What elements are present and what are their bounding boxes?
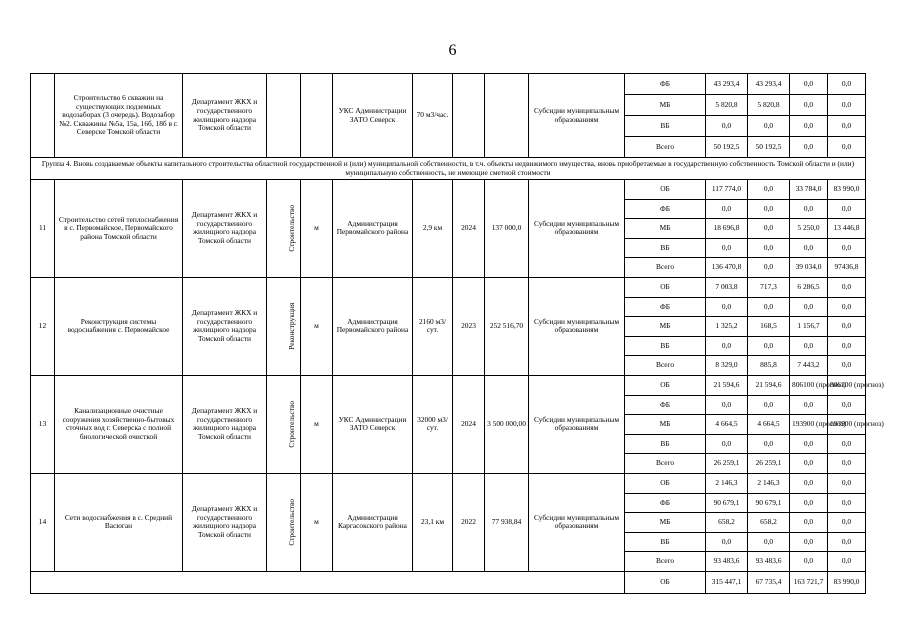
value-total: 90 679,1 [706, 493, 748, 513]
value-total: 18 696,8 [706, 219, 748, 239]
capacity: 32000 м3/сут. [413, 375, 453, 473]
value-col2: 21 594,6 [748, 375, 790, 395]
value-col2: 5 820,8 [748, 95, 790, 116]
value-col4: 83 990,0 [828, 180, 866, 200]
value-col2: 0,0 [748, 238, 790, 258]
value-col4: 97436,8 [828, 258, 866, 278]
value-col4: 0,0 [828, 493, 866, 513]
value-col4: 0,0 [828, 238, 866, 258]
department: Департамент ЖКХ и государственного жилищного надзора Томской области [183, 473, 267, 571]
group-header-row [31, 158, 866, 180]
value-col4: 13 446,8 [828, 219, 866, 239]
unit: м [301, 180, 333, 278]
value-col3: 33 784,0 [790, 180, 828, 200]
table-row [31, 375, 866, 395]
value-col2: 43 293,4 [748, 74, 790, 95]
cell-year [453, 74, 485, 158]
value-col3: 0,0 [790, 454, 828, 474]
department: Департамент ЖКХ и государственного жилищного надзора Томской области [183, 180, 267, 278]
value-col3: 0,0 [790, 552, 828, 572]
funding-kind: ОБ [625, 473, 706, 493]
funding-kind: ФБ [625, 493, 706, 513]
cell-unit [301, 74, 333, 158]
value-col3: 5 250,0 [790, 219, 828, 239]
cell-no: 12 [31, 277, 55, 375]
value-col3: 0,0 [790, 116, 828, 137]
value-col4: 0,0 [828, 137, 866, 158]
value-total: 21 594,6 [706, 375, 748, 395]
department: Департамент ЖКХ и государственного жилищного надзора Томской области [183, 74, 267, 158]
capacity: 2160 м3/сут. [413, 277, 453, 375]
value-total: 136 470,8 [706, 258, 748, 278]
funding-form: Субсидии муниципальным образованиям [529, 375, 625, 473]
value-col4: 0,0 [828, 74, 866, 95]
value-col3: 0,0 [790, 395, 828, 415]
funding-kind: ВБ [625, 532, 706, 552]
value-total: 93 483,6 [706, 552, 748, 572]
value-col2: 885,8 [748, 356, 790, 376]
value-col4: 0,0 [828, 513, 866, 533]
value-col2: 0,0 [748, 258, 790, 278]
funding-kind: МБ [625, 95, 706, 116]
cost: 3 500 000,00 [485, 375, 529, 473]
value-col4: 0,0 [828, 473, 866, 493]
project-type [267, 375, 301, 473]
value-col3: 806100 (прогноз) [790, 375, 828, 395]
value-col4: 0,0 [828, 356, 866, 376]
project-type [267, 277, 301, 375]
project-type [267, 473, 301, 571]
cost: 137 000,0 [485, 180, 529, 278]
table-row [31, 277, 866, 297]
value-col3: 193900 (прогноз) [790, 415, 828, 435]
project-type-label: Строительство [287, 401, 297, 448]
funding-kind: ВБ [625, 116, 706, 137]
funding-form: Субсидии муниципальным образованиям [529, 180, 625, 278]
value-col2: 0,0 [748, 219, 790, 239]
funding-kind: МБ [625, 317, 706, 337]
funding-kind: ОБ [625, 571, 706, 593]
value-col2: 26 259,1 [748, 454, 790, 474]
value-col4: 0,0 [828, 532, 866, 552]
unit: м [301, 277, 333, 375]
cost: 77 938,84 [485, 473, 529, 571]
value-col2: 0,0 [748, 532, 790, 552]
value-col2: 0,0 [748, 336, 790, 356]
value-col2: 2 146,3 [748, 473, 790, 493]
cell-type [267, 74, 301, 158]
capacity: 70 м3/час. [413, 74, 453, 158]
value-total: 26 259,1 [706, 454, 748, 474]
value-total: 5 820,8 [706, 95, 748, 116]
value-col4: 0,0 [828, 116, 866, 137]
value-col2: 0,0 [748, 434, 790, 454]
customer: Администрация Каргасокского района [333, 473, 413, 571]
value-total: 0,0 [706, 297, 748, 317]
year: 2022 [453, 473, 485, 571]
value-col4: 0,0 [828, 199, 866, 219]
project-name: Сети водоснабжения в с. Средний Васюган [55, 473, 183, 571]
value-col3: 7 443,2 [790, 356, 828, 376]
value-col3: 0,0 [790, 74, 828, 95]
value-total: 658,2 [706, 513, 748, 533]
value-total: 4 664,5 [706, 415, 748, 435]
value-col2: 4 664,5 [748, 415, 790, 435]
value-col4: 83 990,0 [828, 571, 866, 593]
total-label-cell [31, 571, 625, 593]
value-col4: 0,0 [828, 552, 866, 572]
year: 2024 [453, 180, 485, 278]
project-name: Строительство 6 скважин на существующих подземных водозаборах (3 очередь). Водозабор №2. Скважины №5а, 15а, 16б, 18б в г. Северске Томской области [55, 74, 183, 158]
project-name: Канализационные очистные сооружения хозяйственно-бытовых сточных вод г. Северска с полной биологической очисткой [55, 375, 183, 473]
cell-no [31, 74, 55, 158]
value-total: 315 447,1 [706, 571, 748, 593]
customer: УКС Администрации ЗАТО Северск [333, 375, 413, 473]
projects-body [31, 180, 884, 572]
project-type [267, 180, 301, 278]
funding-kind: МБ [625, 219, 706, 239]
value-total: 50 192,5 [706, 137, 748, 158]
project-type-label: Реконструкция [287, 302, 297, 350]
funding-kind: ВБ [625, 336, 706, 356]
cell-cost [485, 74, 529, 158]
funding-form: Субсидии муниципальным образованиям [529, 473, 625, 571]
value-col3: 0,0 [790, 137, 828, 158]
funding-kind: ОБ [625, 180, 706, 200]
value-col4: 0,0 [828, 317, 866, 337]
funding-kind: Всего [625, 454, 706, 474]
value-col4: 0,0 [828, 454, 866, 474]
total-row [31, 571, 866, 593]
value-total: 43 293,4 [706, 74, 748, 95]
value-col4: 193900 (прогноз) [828, 415, 866, 435]
project-type-label: Строительство [287, 205, 297, 252]
value-col3: 0,0 [790, 473, 828, 493]
group-header: Группа 4. Вновь создаваемые объекты капитального строительства областной государственной и (или) муниципальной собственности, в т.ч. объекты недвижимого имущества, вновь приобретаемые в государственную собственность Томской области и (или) муниципальную собственность, не имеющие сметной стоимости [31, 158, 866, 180]
funding-kind: ФБ [625, 297, 706, 317]
department: Департамент ЖКХ и государственного жилищного надзора Томской области [183, 277, 267, 375]
capacity: 2,9 км [413, 180, 453, 278]
funding-kind: ОБ [625, 375, 706, 395]
cell-no: 13 [31, 375, 55, 473]
funding-kind: МБ [625, 415, 706, 435]
value-col3: 39 034,0 [790, 258, 828, 278]
value-total: 0,0 [706, 434, 748, 454]
project-name: Строительство сетей теплоснабжения в с. Первомайское, Первомайского района Томской области [55, 180, 183, 278]
funding-kind: ФБ [625, 74, 706, 95]
value-col2: 0,0 [748, 199, 790, 219]
table-row [31, 473, 866, 493]
value-total: 0,0 [706, 395, 748, 415]
unit: м [301, 375, 333, 473]
value-total: 0,0 [706, 336, 748, 356]
value-col4: 0,0 [828, 336, 866, 356]
unit: м [301, 473, 333, 571]
funding-kind: ОБ [625, 277, 706, 297]
value-total: 0,0 [706, 238, 748, 258]
year: 2024 [453, 375, 485, 473]
cost: 252 516,70 [485, 277, 529, 375]
value-col4: 0,0 [828, 395, 866, 415]
value-col4: 0,0 [828, 277, 866, 297]
value-col3: 163 721,7 [790, 571, 828, 593]
funding-kind: ВБ [625, 238, 706, 258]
value-total: 0,0 [706, 532, 748, 552]
value-total: 1 325,2 [706, 317, 748, 337]
customer: Администрация Первомайского района [333, 180, 413, 278]
funding-kind: ФБ [625, 395, 706, 415]
value-total: 0,0 [706, 116, 748, 137]
value-col2: 67 735,4 [748, 571, 790, 593]
value-col4: 0,0 [828, 297, 866, 317]
capacity: 23,1 км [413, 473, 453, 571]
year: 2023 [453, 277, 485, 375]
funding-kind: Всего [625, 356, 706, 376]
value-col3: 0,0 [790, 513, 828, 533]
value-col4: 806100 (прогноз) [828, 375, 866, 395]
value-col3: 0,0 [790, 238, 828, 258]
value-col2: 0,0 [748, 297, 790, 317]
value-total: 0,0 [706, 199, 748, 219]
value-col3: 0,0 [790, 336, 828, 356]
project-name: Реконструкция системы водоснабжения с. Первомайское [55, 277, 183, 375]
funding-form: Субсидии муниципальным образованиям [529, 277, 625, 375]
value-col2: 0,0 [748, 395, 790, 415]
funding-kind: Всего [625, 258, 706, 278]
value-col2: 658,2 [748, 513, 790, 533]
value-total: 8 329,0 [706, 356, 748, 376]
value-col4: 0,0 [828, 95, 866, 116]
page-number: 6 [448, 42, 457, 59]
value-col3: 0,0 [790, 199, 828, 219]
value-col3: 0,0 [790, 95, 828, 116]
value-col2: 90 679,1 [748, 493, 790, 513]
value-total: 7 003,8 [706, 277, 748, 297]
department: Департамент ЖКХ и государственного жилищного надзора Томской области [183, 375, 267, 473]
value-col2: 0,0 [748, 180, 790, 200]
projects-table [30, 73, 884, 594]
value-col4: 0,0 [828, 434, 866, 454]
value-total: 2 146,3 [706, 473, 748, 493]
value-col3: 1 156,7 [790, 317, 828, 337]
project-type-label: Строительство [287, 499, 297, 546]
value-col2: 93 483,6 [748, 552, 790, 572]
value-col3: 0,0 [790, 493, 828, 513]
funding-kind: МБ [625, 513, 706, 533]
value-total: 117 774,0 [706, 180, 748, 200]
value-col2: 168,5 [748, 317, 790, 337]
funding-kind: Всего [625, 552, 706, 572]
funding-form: Субсидии муниципальным образованиям [529, 74, 625, 158]
value-col3: 6 286,5 [790, 277, 828, 297]
funding-kind: ВБ [625, 434, 706, 454]
value-col3: 0,0 [790, 532, 828, 552]
funding-kind: ФБ [625, 199, 706, 219]
table-row [31, 74, 866, 95]
value-col3: 0,0 [790, 434, 828, 454]
customer: Администрация Первомайского района [333, 277, 413, 375]
customer: УКС Администрации ЗАТО Северск [333, 74, 413, 158]
cell-no: 14 [31, 473, 55, 571]
value-col2: 717,3 [748, 277, 790, 297]
value-col2: 50 192,5 [748, 137, 790, 158]
cell-no: 11 [31, 180, 55, 278]
funding-kind: Всего [625, 137, 706, 158]
value-col2: 0,0 [748, 116, 790, 137]
value-col3: 0,0 [790, 297, 828, 317]
table-row [31, 180, 866, 200]
